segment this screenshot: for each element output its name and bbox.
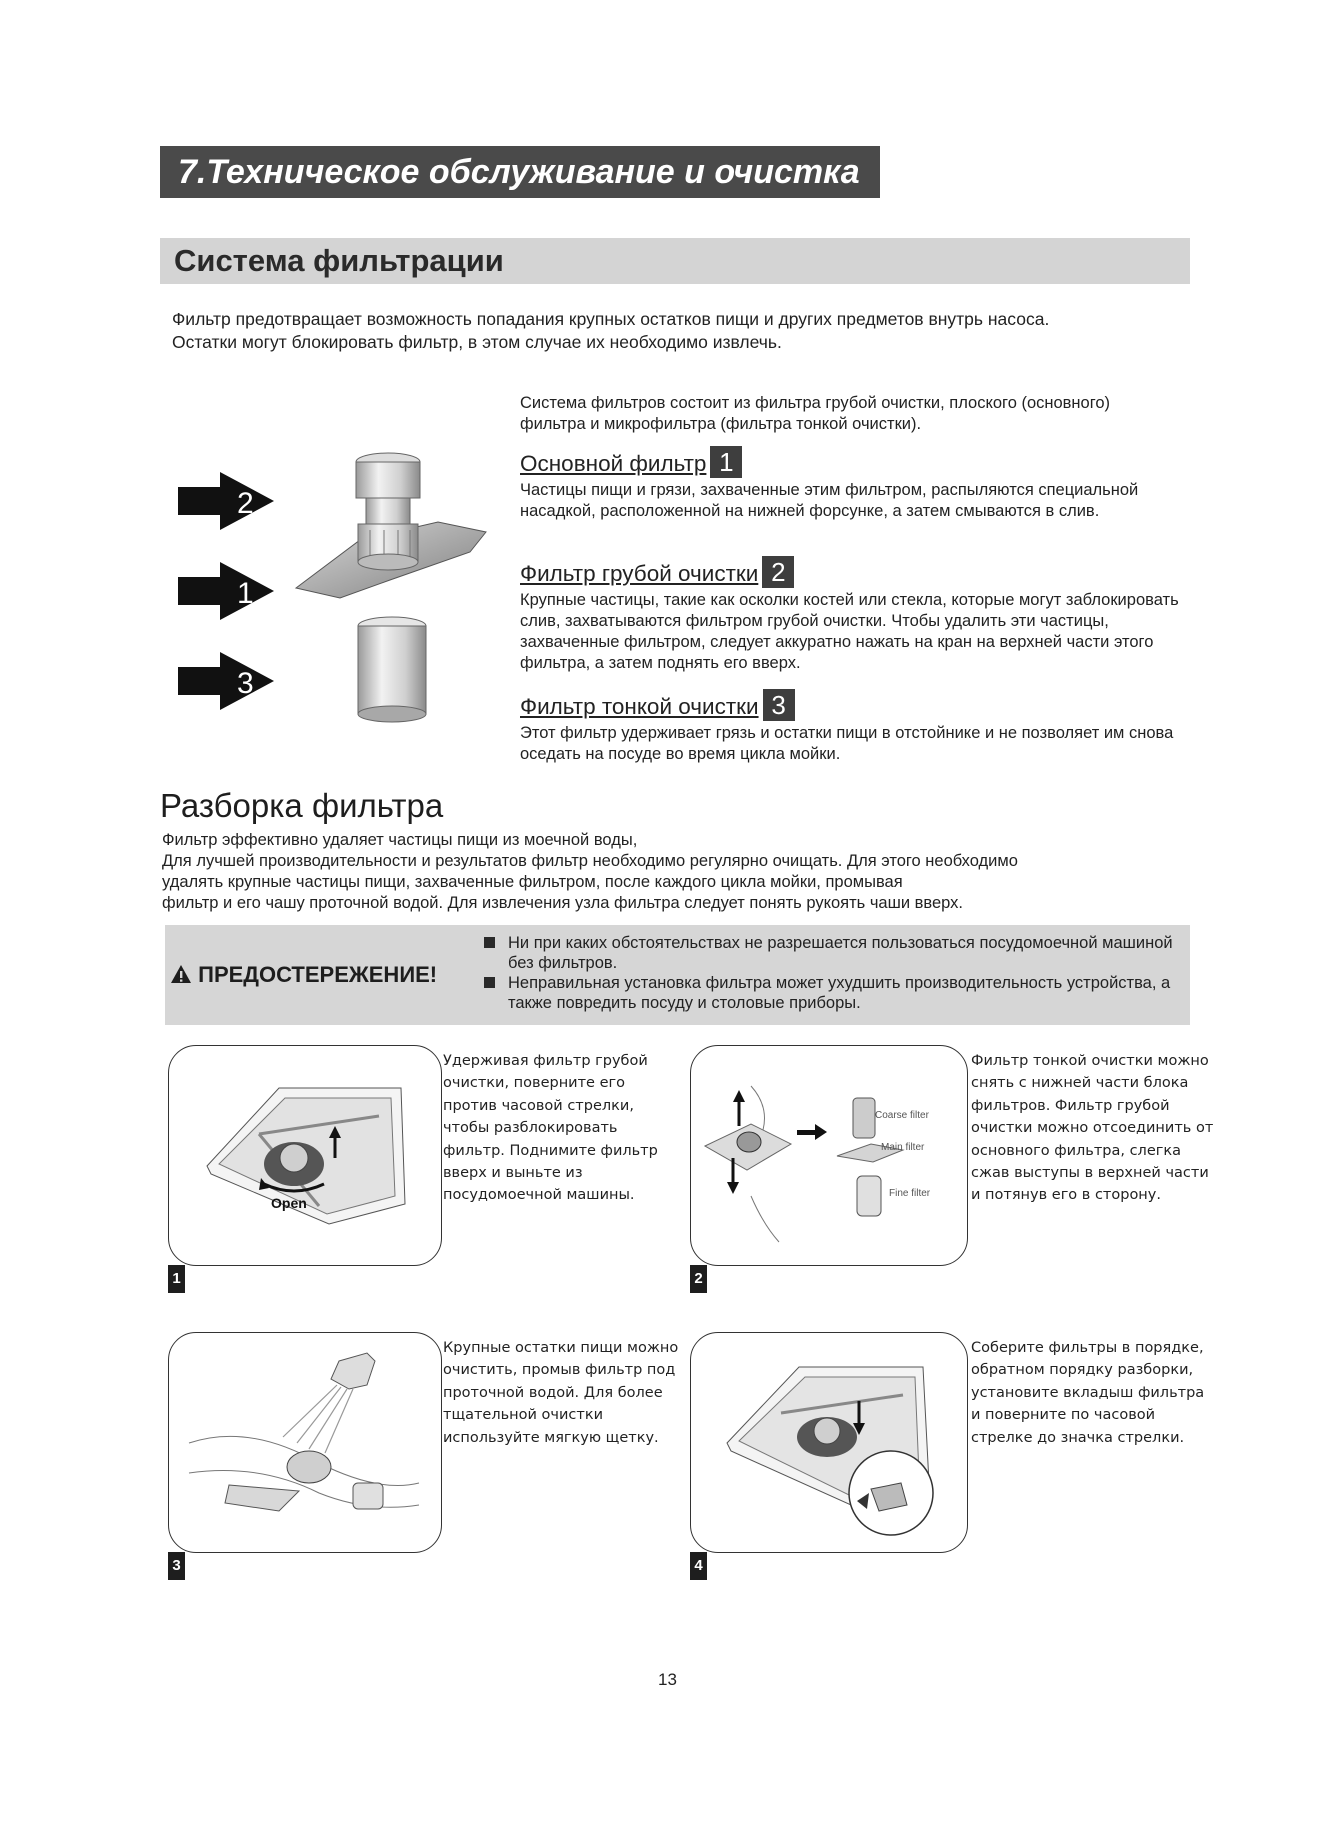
step-number-badge: 4 [690,1552,707,1580]
intro-line: Фильтр предотвращает возможность попадания крупных остатков пищи и других предметов внутрь насоса. [172,309,1050,329]
step-image-box [168,1045,442,1266]
warning-item [478,973,1178,1013]
filter-description: Этот фильтр удерживает грязь и остатки пищи в отстойнике и не позволяет им снова оседать на посуде во время цикла мойки. [520,724,1174,763]
step-number-badge: 3 [168,1552,185,1580]
intro-text [172,308,1202,354]
chapter-title: 7.Техническое обслуживание и очистка [160,146,880,198]
section-title: Система фильтрации [160,238,1190,284]
disassembly-title: Разборка фильтра [160,787,444,824]
step-text: Фильтр тонкой очистки можно снять с нижней части блока фильтров. Фильтр грубой очистки можно отсоединить от основного фильтра, слегка сжав выступы в верхней части и потянув его в сторону. [971,1053,1214,1204]
step-illustration [691,1046,967,1265]
arrow-icon [178,562,274,620]
step-illustration [169,1333,441,1552]
filter-title: Фильтр грубой очистки [520,561,759,586]
arrow-label: 1 [237,577,254,610]
step-text: Соберите фильтры в порядке, обратном порядку разборки, установите вкладыш фильтра и поверните по часовой стрелке до значка стрелки. [971,1340,1205,1446]
step-image-box [168,1332,442,1553]
coarse-filter-label: Coarse filter [875,1110,929,1121]
step-illustration [691,1333,967,1552]
step-text: Удерживая фильтр грубой очистки, поверните его против часовой стрелки, чтобы разблокировать фильтр. Поднимите фильтр вверх и выньте из посудомоечной машины. [443,1053,658,1204]
arrow-label: 2 [237,487,254,520]
main-filter-label: Main filter [881,1142,925,1153]
bullet-square-icon [484,977,495,988]
step-image-box [690,1332,968,1553]
fine-filter-label: Fine filter [889,1188,931,1199]
step-number-badge: 1 [168,1265,185,1293]
filter-item [520,689,1200,765]
arrow-icon [178,652,274,710]
arrow-label: 3 [237,667,254,700]
warning-title-text: ПРЕДОСТЕРЕЖЕНИЕ! [198,962,438,987]
warning-item [478,933,1178,973]
step-text: Крупные остатки пищи можно очистить, промыв фильтр под проточной водой. Для более тщательной очистки используйте мягкую щетку. [443,1340,679,1446]
warning-item-text: Ни при каких обстоятельствах не разрешается пользоваться посудомоечной машиной без фильтров. [508,934,1173,972]
filter-title: Фильтр тонкой очистки [520,694,759,719]
system-description: Система фильтров состоит из фильтра грубой очистки, плоского (основного) фильтра и микрофильтра (фильтра тонкой очистки). [520,394,1111,433]
disassembly-line: Фильтр эффективно удаляет частицы пищи из моечной воды, [162,831,638,849]
page-number: 13 [658,1670,677,1689]
step-number-badge: 2 [690,1265,707,1293]
warning-item-text: Неправильная установка фильтра может ухудшить производительность устройства, а также повредить посуду и столовые приборы. [508,974,1171,1012]
bullet-square-icon [484,937,495,948]
filter-number-badge: 1 [710,446,742,478]
filter-number-badge: 2 [762,556,794,588]
disassembly-text [162,830,1162,914]
filter-title: Основной фильтр [520,451,707,476]
disassembly-line: фильтр и его чашу проточной водой. Для извлечения узла фильтра следует понять рукоять чаши вверх. [162,894,963,912]
step-image-box [690,1045,968,1266]
arrow-icon [178,472,274,530]
step-illustration [169,1046,441,1265]
intro-line: Остатки могут блокировать фильтр, в этом случае их необходимо извлечь. [172,332,782,352]
warning-icon [170,964,192,984]
filter-item [520,556,1200,674]
fine-filter-image [358,617,426,722]
filter-description: Крупные частицы, такие как осколки костей или стекла, которые могут заблокировать слив, захватываются фильтром грубой очистки. Чтобы удалить эти частицы, захваченные фильтром, следует аккуратно нажать на кран на верхней части этого фильтра, а затем поднять его вверх. [520,591,1179,672]
disassembly-line: Для лучшей производительности и результатов фильтр необходимо регулярно очищать. Для этого необходимо [162,852,1018,870]
filter-description: Частицы пищи и грязи, захваченные этим фильтром, распыляются специальной насадкой, расположенной на нижней форсунке, а затем смываются в слив. [520,481,1139,520]
filter-number-badge: 3 [763,689,795,721]
warning-title [170,962,437,988]
open-label: Open [271,1195,307,1211]
warning-list [478,933,1178,1013]
filter-diagram [170,440,510,740]
filter-item [520,446,1200,522]
coarse-filter-image [356,453,420,570]
disassembly-line: удалять крупные частицы пищи, захваченные фильтром, после каждого цикла мойки, промывая [162,873,903,891]
